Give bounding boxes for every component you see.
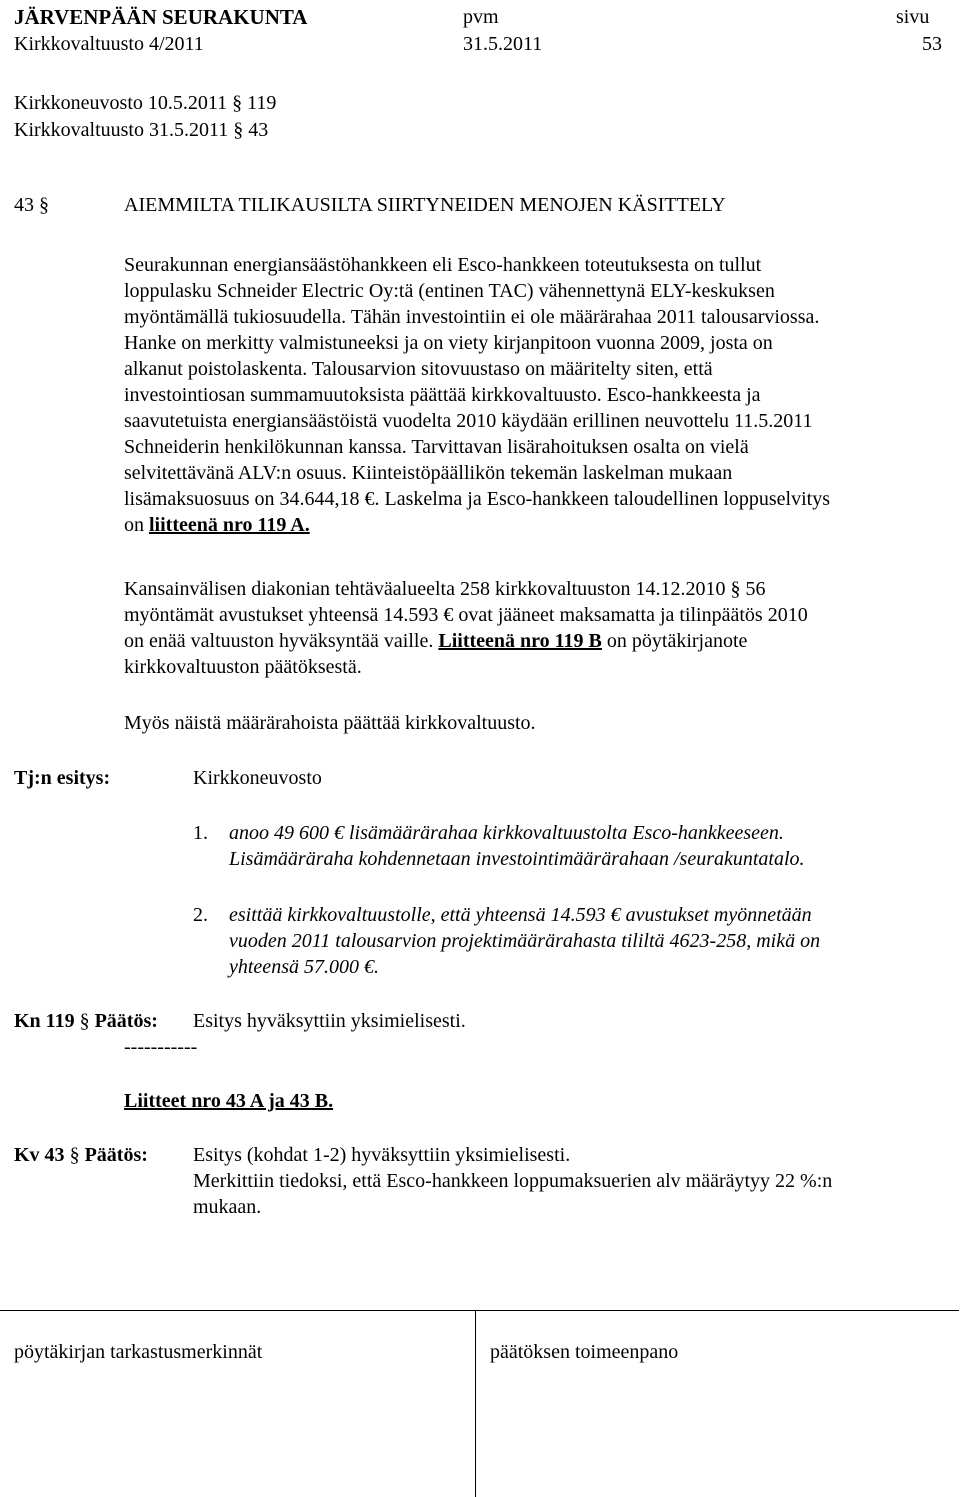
meeting-title: Kirkkovaltuusto 4/2011 [14,33,204,55]
page-number: 53 [922,33,942,55]
kn-decision-label [14,1008,158,1034]
text-line: selvitettävänä ALV:n osuus. Kiinteistöpäällikön tekemän laskelman mukaan [124,462,733,484]
date-label: pvm [463,6,499,28]
text-fragment: Kansainvälisen diakonian tehtäväalueelta 258 kirkkovaltuuston 14.12.2010 [124,578,731,600]
section-sign: § [232,92,243,114]
footer-review-label: pöytäkirjan tarkastusmerkinnät [14,1341,263,1363]
decision-label: Päätös: [94,1010,158,1032]
paragraph-diakonia [124,576,914,680]
text-line: Seurakunnan energiansäästöhankkeen eli Esco-hankkeen toteutuksesta on tullut [124,254,762,276]
proposal-label: Tj:n esitys: [14,767,111,789]
section-sign: § [730,578,741,600]
text-line: Hanke on merkitty valmistuneeksi ja on viety kirjanpitoon vuonna 2009, josta on [124,332,773,354]
separator-dashes: ----------- [124,1036,198,1058]
text-line: myöntämät avustukset yhteensä 14.593 € ovat jääneet maksamatta ja tilinpäätös 2010 [124,604,808,626]
attachments-link[interactable]: Liitteet nro 43 A ja 43 B. [124,1090,334,1112]
text-line: yhteensä 57.000 €. [229,956,379,978]
text-fragment: on enää valtuuston hyväksyntää vaille. [124,630,439,652]
text-fragment: on pöytäkirjanote [601,630,748,652]
text-line: saavutetuista energiansäästöistä vuodelta 2010 käydään erillinen neuvottelu 11.5.2011 [124,410,813,432]
section-sign: § [79,1010,90,1032]
kn-reference: Kn 119 [14,1010,75,1032]
text-line: esittää kirkkovaltuustolle, että yhteensä 14.593 € avustukset myönnetään [229,904,812,926]
paragraph-decision-note: Myös näistä määrärahoista päättää kirkkovaltuusto. [124,712,536,734]
ref-kirkkovaltuusto [14,117,268,143]
text-line: myöntämällä tukiosuudella. Tähän investointiin ei ole määrärahaa 2011 talousarviossa. [124,306,820,328]
text-line: kirkkovaltuuston päätöksestä. [124,656,362,678]
ref-kv-label: Kirkkovaltuusto 31.5.2011 [14,119,229,141]
signature-box-execution [476,1310,959,1497]
ref-kn-number: 119 [247,92,277,114]
decision-label: Päätös: [84,1144,148,1166]
text-line: investointiosan summamuutoksista päättää kirkkovaltuusto. Esco-hankkeesta ja [124,384,761,406]
text-line: anoo 49 600 € lisämäärärahaa kirkkovaltuustolta Esco-hankkeeseen. [229,822,784,844]
page-label: sivu [896,6,930,28]
text-line: alkanut poistolaskenta. Talousarvion sitovuustaso on määritelty siten, että [124,358,713,380]
text-line: Lisämääräraha kohdennetaan investointimäärärahaan /seurakuntatalo. [229,848,805,870]
text-line: vuoden 2011 talousarvion projektimäärärahasta tililtä 4623-258, mikä on [229,930,821,952]
ref-kirkkoneuvosto [14,90,276,116]
footer-execution-label: päätöksen toimeenpano [490,1341,679,1363]
section-sign: § [39,194,49,216]
kv-decision-line: mukaan. [193,1196,262,1218]
text-line: Schneiderin henkilökunnan kanssa. Tarvittavan lisärahoituksen osalta on vielä [124,436,749,458]
item-heading [14,192,49,218]
organization-name: JÄRVENPÄÄN SEURAKUNTA [14,5,308,29]
ref-kv-number: 43 [248,119,269,141]
text-line [124,628,914,654]
text-line: lisämaksuosuus on 34.644,18 €. Laskelma ja Esco-hankkeen taloudellinen loppuselvitys [124,488,830,510]
kv-decision-line: Merkittiin tiedoksi, että Esco-hankkeen loppumaksuerien alv määräytyy 22 %:n [193,1170,833,1192]
kv-decision-label [14,1142,148,1168]
text-fragment: on [124,514,149,536]
text-line [124,576,914,602]
kn-decision-text: Esitys hyväksyttiin yksimielisesti. [193,1010,466,1032]
signature-box-review [0,1310,476,1497]
item-number: 2. [193,904,208,926]
kv-decision-line: Esitys (kohdat 1-2) hyväksyttiin yksimielisesti. [193,1144,571,1166]
item-title: AIEMMILTA TILIKAUSILTA SIIRTYNEIDEN MENOJEN KÄSITTELY [124,194,726,216]
item-number: 1. [193,822,208,844]
paragraph-esco [124,252,914,538]
section-sign: § [69,1144,80,1166]
kv-reference: Kv 43 [14,1144,65,1166]
text-line: loppulasku Schneider Electric Oy:tä (entinen TAC) vähennettynä ELY-keskuksen [124,280,775,302]
text-fragment: 56 [740,578,766,600]
text-line [124,512,914,538]
meeting-date: 31.5.2011 [463,33,543,55]
item-number: 43 [14,194,34,216]
ref-kn-label: Kirkkoneuvosto 10.5.2011 [14,92,228,114]
section-sign: § [233,119,244,141]
attachment-link-119b[interactable]: Liitteenä nro 119 B [438,630,602,652]
attachment-link-119a[interactable]: liitteenä nro 119 A. [149,514,310,536]
proposal-body: Kirkkoneuvosto [193,767,322,789]
